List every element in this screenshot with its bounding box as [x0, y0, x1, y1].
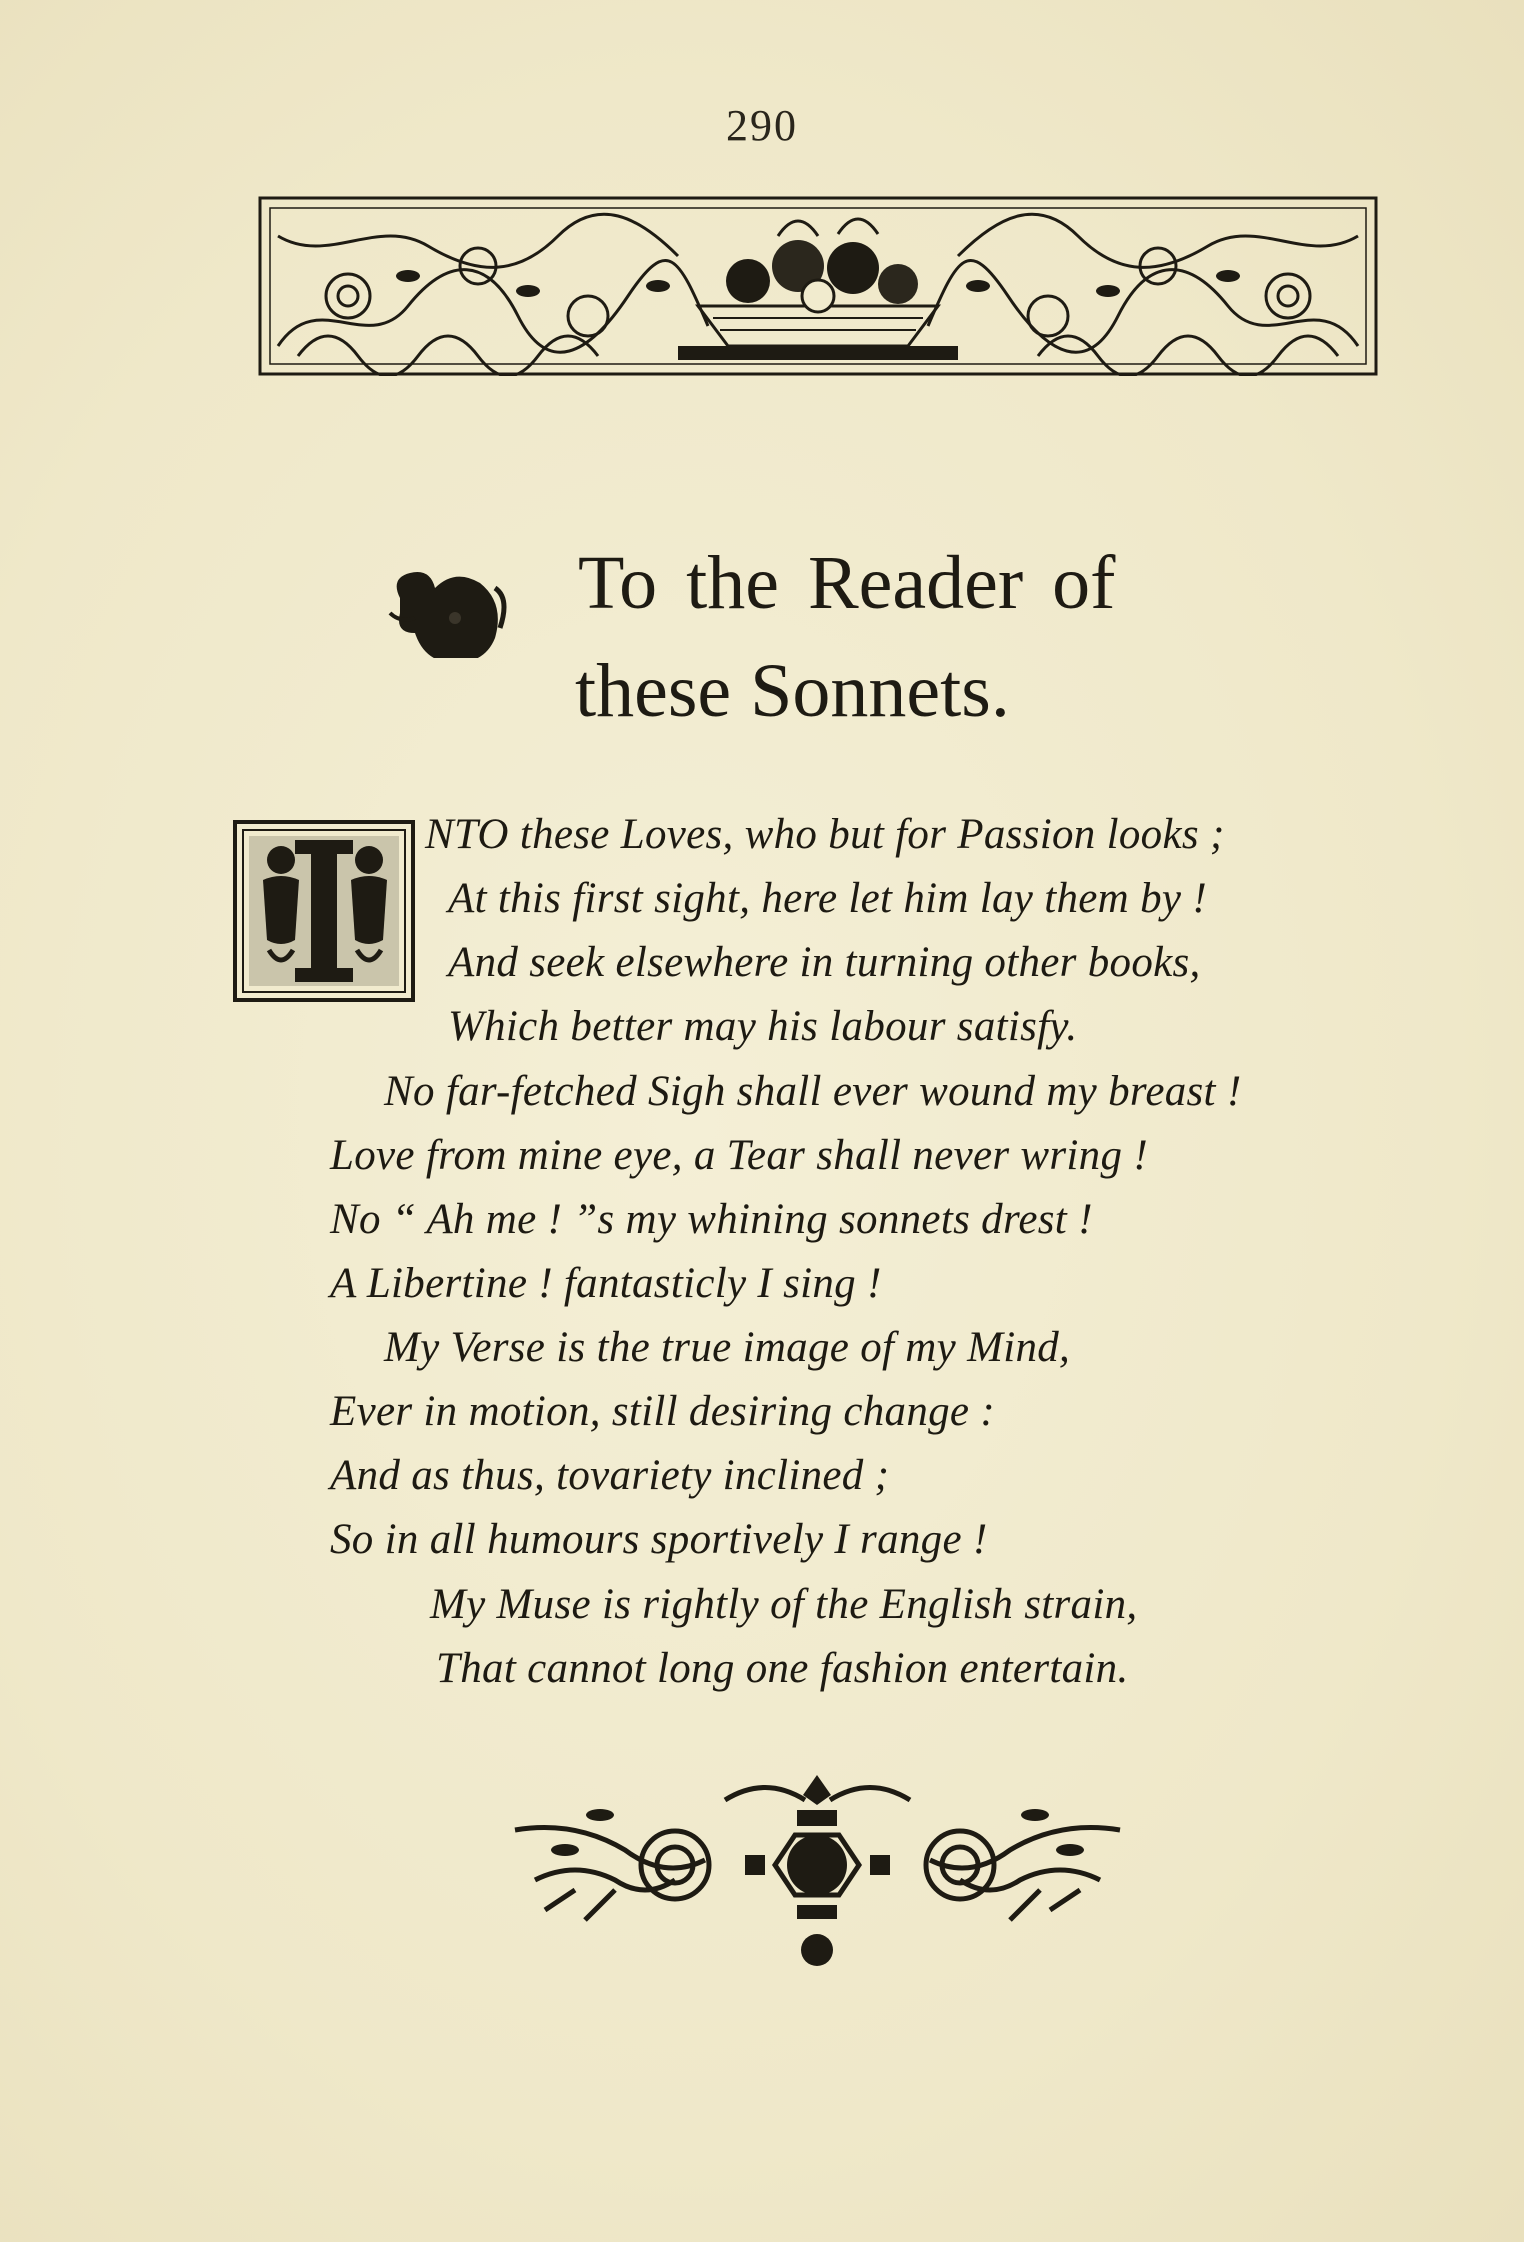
- page-number: 290: [726, 101, 798, 150]
- poem-line-5: No far-fetched Sigh shall ever wound my breast !: [384, 1068, 1242, 1115]
- poem-line-13: My Muse is rightly of the English strain,: [430, 1581, 1138, 1628]
- poem-line-12: So in all humours sportively I range !: [330, 1516, 988, 1563]
- poem-line-6: Love from mine eye, a Tear shall never wring !: [330, 1132, 1148, 1179]
- poem-line-3: And seek elsewhere in turning other books,: [448, 939, 1201, 986]
- poem-line-7: No “ Ah me ! ”s my whining sonnets drest !: [330, 1196, 1093, 1243]
- poem-line-8: A Libertine ! fantasticly I sing !: [330, 1260, 882, 1307]
- title-line-2: these Sonnets.: [575, 649, 1010, 733]
- poem-line-4: Which better may his labour satisfy.: [448, 1003, 1078, 1050]
- poem-line-9: My Verse is the true image of my Mind,: [384, 1324, 1071, 1371]
- title-line-1: To the Reader of: [578, 541, 1116, 625]
- poem-line-1: NTO these Loves, who but for Passion looks ;: [425, 811, 1225, 858]
- poem-line-14: That cannot long one fashion entertain.: [436, 1645, 1129, 1692]
- poem-line-11: And as thus, tovariety inclined ;: [330, 1452, 890, 1499]
- scrollwork-tailpiece-icon: [505, 1770, 1130, 1985]
- poem-line-2: At this first sight, here let him lay them by !: [448, 875, 1207, 922]
- poem-line-10: Ever in motion, still desiring change :: [330, 1388, 995, 1435]
